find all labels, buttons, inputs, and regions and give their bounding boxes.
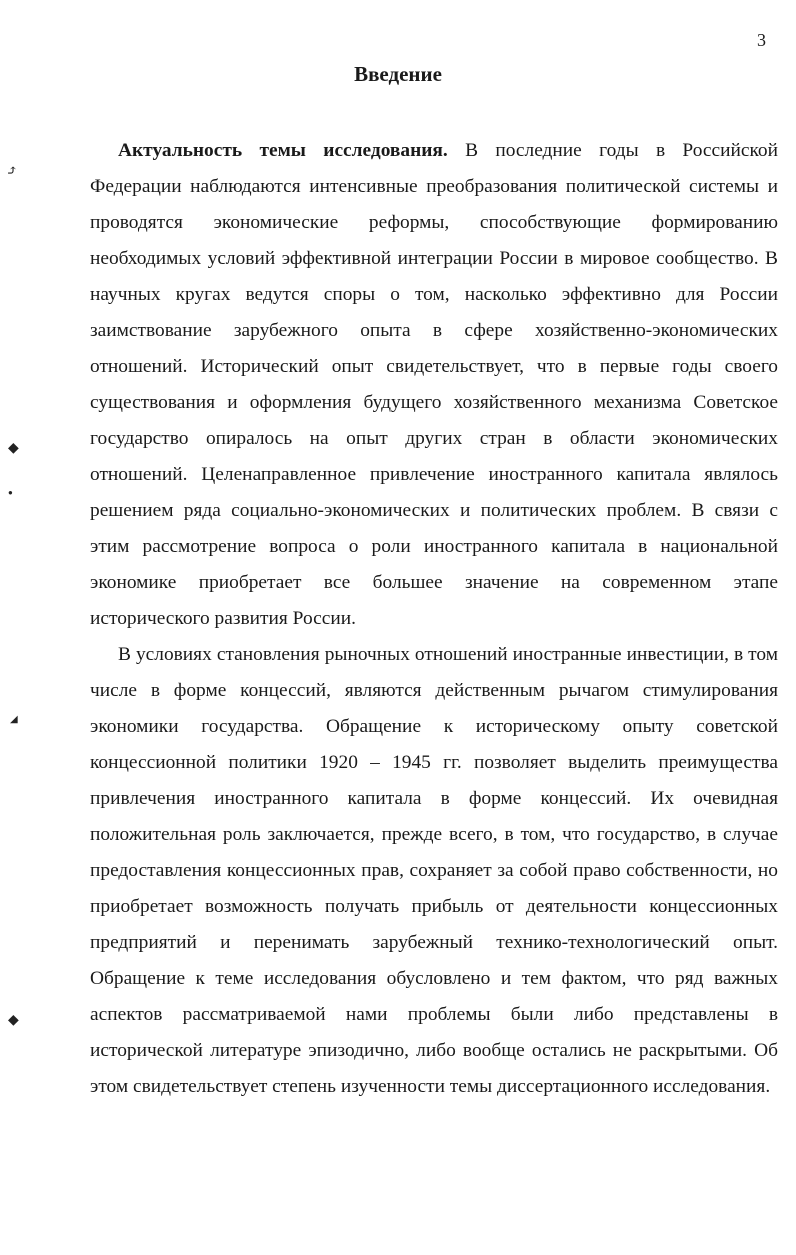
paragraph-lead: Актуальность темы исследования.: [118, 140, 448, 161]
page-title: Введение: [354, 62, 442, 86]
scan-artifact: ◢: [10, 714, 18, 725]
page-number: 3: [757, 30, 766, 50]
scan-artifact: ◆: [8, 1013, 19, 1028]
paragraph-text: В последние годы в Российской Федерации наблюдаются интенсивные преобразования политической системы и проводятся экономические реформы, способствующие формированию необходимых условий эффективной интеграции России в мировое сообщество. В научных кругах ведутся споры о том, насколько эффективно для России заимствование зарубежного опыта в сфере хозяйственно-экономических отношений. Исторический опыт свидетельствует, что в первые годы своего существования и оформления будущего хозяйственного механизма Советское государство опиралось на опыт других стран в области экономических отношений. Целенаправленное привлечение иностранного капитала являлось решением ряда социально-экономических и политических проблем. В связи с этим рассмотрение вопроса о роли иностранного капитала в национальной экономике приобретает все большее значение на современном этапе исторического развития России.: [90, 140, 778, 629]
paragraph-relevance: [90, 133, 778, 637]
paragraph-concessions: [90, 637, 778, 1105]
scan-artifact: ◆: [8, 441, 19, 456]
scan-artifact: ●: [8, 488, 13, 497]
paragraph-text: В условиях становления рыночных отношений иностранные инвестиции, в том числе в форме концессий, являются действенным рычагом стимулирования экономики государства. Обращение к историческому опыту советской концессионной политики 1920 – 1945 гг. позволяет выделить преимущества привлечения иностранного капитала в форме концессий. Их очевидная положительная роль заключается, прежде всего, в том, что государство, в случае предоставления концессионных прав, сохраняет за собой право собственности, но приобретает возможность получать прибыль от деятельности концессионных предприятий и перенимать зарубежный технико-технологический опыт. Обращение к теме исследования обусловлено и тем фактом, что ряд важных аспектов рассматриваемой нами проблемы были либо представлены в исторической литературе эпизодично, либо вообще остались не раскрытыми. Об этом свидетельствует степень изученности темы диссертационного исследования.: [90, 644, 778, 1097]
scan-artifact: ⤴: [6, 164, 18, 179]
